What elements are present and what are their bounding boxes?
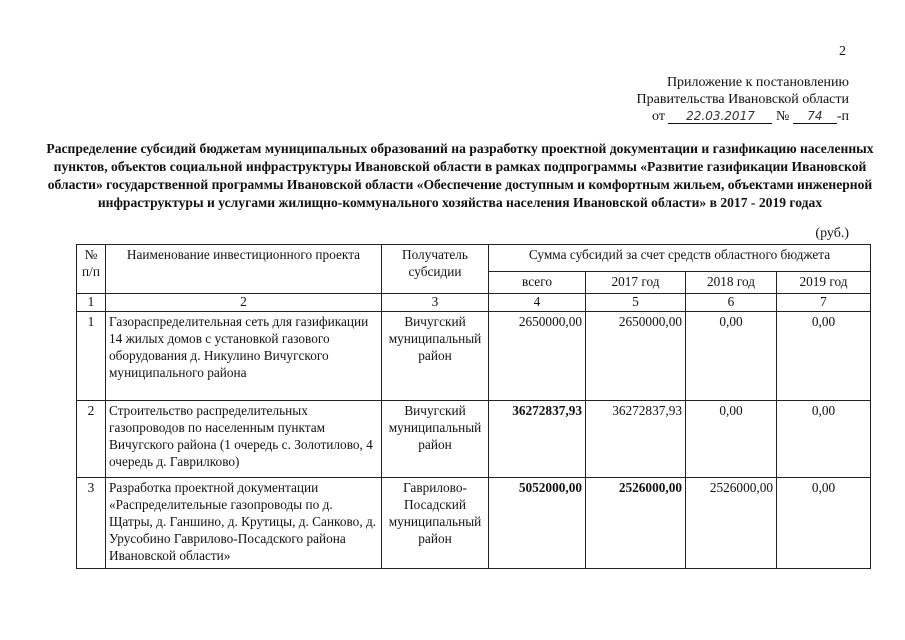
column-index: 4 xyxy=(489,294,586,312)
row-project-name: Газораспределительная сеть для газификации 14 жилых домов с установкой газового оборудования д. Никулино Вичугского муниципального района xyxy=(106,312,382,401)
table-row xyxy=(77,312,871,401)
row-total: 2650000,00 xyxy=(489,312,586,401)
header-2019: 2019 год xyxy=(777,272,871,294)
row-2017: 2650000,00 xyxy=(586,312,686,401)
row-2018: 0,00 xyxy=(686,401,777,478)
column-index: 5 xyxy=(586,294,686,312)
header-name: Наименование инвестиционного проекта xyxy=(106,245,382,294)
appendix-line-1: Приложение к постановлению xyxy=(666,75,849,90)
table-row xyxy=(77,478,871,569)
appendix-number-label: № xyxy=(775,109,790,124)
row-2017: 2526000,00 xyxy=(586,478,686,569)
row-recipient: Вичугский муниципальный район xyxy=(382,401,489,478)
row-2018: 2526000,00 xyxy=(686,478,777,569)
column-index: 3 xyxy=(382,294,489,312)
table-row xyxy=(77,401,871,478)
appendix-number: 74 xyxy=(793,110,837,124)
row-num: 1 xyxy=(77,312,106,401)
table-header-row xyxy=(77,245,871,272)
row-2019: 0,00 xyxy=(777,312,871,401)
column-index: 6 xyxy=(686,294,777,312)
row-total: 5052000,00 xyxy=(489,478,586,569)
row-project-name: Строительство распределительных газопроводов по населенным пунктам Вичугского района (1 очередь с. Золотилово, 4 очередь д. Гаврилково) xyxy=(106,401,382,478)
column-index: 7 xyxy=(777,294,871,312)
subsidy-table xyxy=(76,244,871,569)
units-label: (руб.) xyxy=(815,226,849,241)
appendix-date-line xyxy=(549,108,849,125)
header-2018: 2018 год xyxy=(686,272,777,294)
header-2017: 2017 год xyxy=(586,272,686,294)
column-index: 1 xyxy=(77,294,106,312)
appendix-from-label: от xyxy=(652,109,665,124)
column-index-row xyxy=(77,294,871,312)
row-2019: 0,00 xyxy=(777,478,871,569)
header-num: № п/п xyxy=(77,245,106,294)
row-recipient: Вичугский муниципальный район xyxy=(382,312,489,401)
row-num: 2 xyxy=(77,401,106,478)
appendix-line-2: Правительства Ивановской области xyxy=(636,92,849,107)
page-number: 2 xyxy=(839,44,846,59)
appendix-suffix: -п xyxy=(836,109,849,124)
appendix-date: 22.03.2017 xyxy=(668,110,772,124)
row-total: 36272837,93 xyxy=(489,401,586,478)
row-project-name: Разработка проектной документации «Распределительные газопроводы по д. Щатры, д. Ганшино, д. Крутицы, д. Санково, д. Урусобино Гаврилово-Посадского района Ивановской области» xyxy=(106,478,382,569)
column-index: 2 xyxy=(106,294,382,312)
header-total: всего xyxy=(489,272,586,294)
row-2017: 36272837,93 xyxy=(586,401,686,478)
header-sum: Сумма субсидий за счет средств областного бюджета xyxy=(489,245,871,272)
document-title: Распределение субсидий бюджетам муниципальных образований на разработку проектной документации и газификацию населенных пунктов, объектов социальной инфраструктуры Ивановской области в рамках подпрограммы «Развитие газификации Ивановской области» государственной программы Ивановской области «Обеспечение доступным и комфортным жильем, объектами инженерной инфраструктуры и услугами жилищно-коммунального хозяйства населения Ивановской области» в 2017 - 2019 годах xyxy=(46,141,874,210)
appendix-block xyxy=(549,74,849,125)
row-num: 3 xyxy=(77,478,106,569)
row-2019: 0,00 xyxy=(777,401,871,478)
row-recipient: Гаврилово-Посадский муниципальный район xyxy=(382,478,489,569)
row-2018: 0,00 xyxy=(686,312,777,401)
header-recipient: Получатель субсидии xyxy=(382,245,489,294)
